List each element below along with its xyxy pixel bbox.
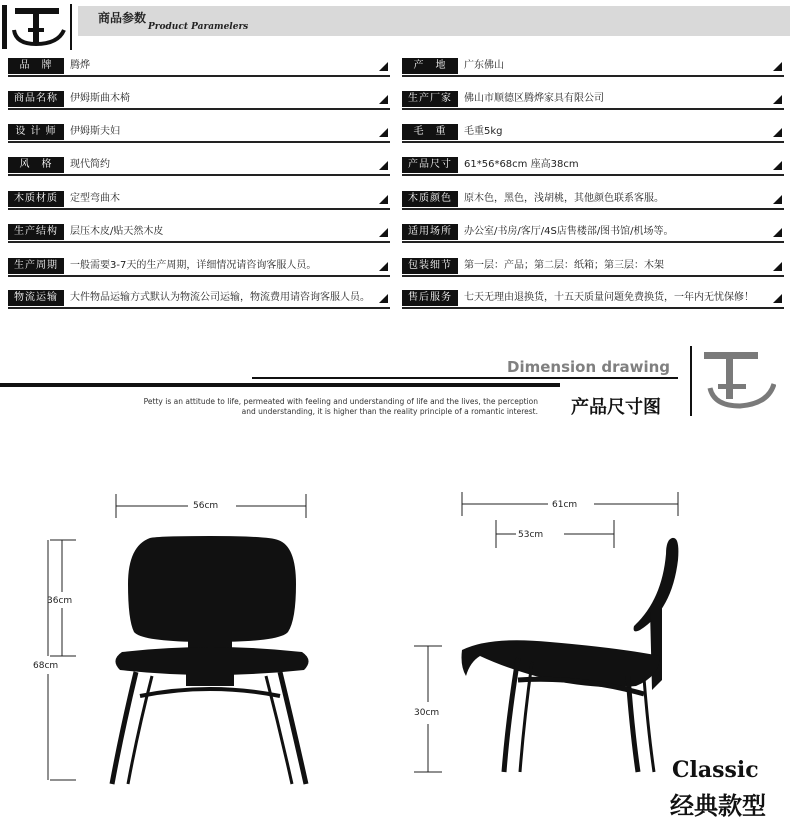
param-label: 生产周期 bbox=[8, 258, 64, 274]
tagline bbox=[130, 397, 538, 417]
corner-arrow-icon bbox=[379, 161, 388, 170]
param-label: 风 格 bbox=[8, 157, 64, 173]
param-row bbox=[402, 124, 784, 144]
banner-line-top bbox=[252, 377, 678, 379]
param-value: 办公室/书房/客厅/4S店售楼部/图书馆/机场等。 bbox=[464, 226, 674, 237]
corner-arrow-icon bbox=[773, 95, 782, 104]
param-value: 现代简约 bbox=[70, 159, 110, 170]
param-value: 伊姆斯曲木椅 bbox=[70, 93, 130, 104]
corner-arrow-icon bbox=[379, 128, 388, 137]
param-row bbox=[8, 124, 390, 144]
header-title-en: Product Paramelers bbox=[148, 22, 249, 32]
param-row bbox=[402, 58, 784, 78]
param-label: 毛 重 bbox=[402, 124, 458, 140]
param-row bbox=[402, 290, 784, 310]
chair-side-view bbox=[400, 480, 690, 790]
param-row bbox=[402, 157, 784, 177]
corner-arrow-icon bbox=[379, 95, 388, 104]
param-value: 层压木皮/贴天然木皮 bbox=[70, 226, 164, 237]
corner-arrow-icon bbox=[773, 62, 782, 71]
dim-seat-depth-label: 53cm bbox=[518, 530, 544, 540]
param-label: 生产结构 bbox=[8, 224, 64, 240]
corner-arrow-icon bbox=[773, 294, 782, 303]
param-label: 品 牌 bbox=[8, 58, 64, 74]
param-value: 定型弯曲木 bbox=[70, 193, 120, 204]
param-row bbox=[8, 157, 390, 177]
param-label: 包装细节 bbox=[402, 258, 458, 274]
param-label: 产 地 bbox=[402, 58, 458, 74]
banner-line-thick bbox=[0, 383, 560, 387]
slogan-cn: 经典款型 bbox=[670, 792, 766, 820]
param-row bbox=[8, 91, 390, 111]
param-row bbox=[8, 290, 390, 310]
param-row bbox=[402, 91, 784, 111]
param-label: 木质颜色 bbox=[402, 191, 458, 207]
corner-arrow-icon bbox=[773, 195, 782, 204]
param-label: 物流运输 bbox=[8, 290, 64, 306]
corner-arrow-icon bbox=[379, 62, 388, 71]
param-row bbox=[8, 58, 390, 78]
param-row bbox=[8, 191, 390, 211]
corner-arrow-icon bbox=[773, 128, 782, 137]
param-label: 商品名称 bbox=[8, 91, 64, 107]
param-value: 第一层：产品；第二层：纸箱；第三层：木架 bbox=[464, 260, 664, 271]
param-row bbox=[402, 191, 784, 211]
slogan-en: Classic bbox=[672, 757, 759, 783]
chair-front-view bbox=[30, 480, 330, 790]
param-value: 伊姆斯夫妇 bbox=[70, 126, 120, 137]
param-row bbox=[8, 258, 390, 278]
dim-seat-height-label: 30cm bbox=[414, 708, 440, 718]
param-value: 原木色，黑色，浅胡桃，其他颜色联系客服。 bbox=[464, 193, 664, 204]
param-label: 木质材质 bbox=[8, 191, 64, 207]
param-row bbox=[402, 258, 784, 278]
header-title-cn: 商品参数 bbox=[98, 11, 147, 25]
param-value: 七天无理由退换货，十五天质量问题免费换货，一年内无忧保修！ bbox=[464, 292, 754, 303]
tagline-line-1: Petty is an attitude to life, permeated with feeling and understanding of life and the lives, the perception bbox=[143, 397, 538, 406]
dimension-title-en: Dimension drawing bbox=[507, 358, 671, 376]
param-label: 生产厂家 bbox=[402, 91, 458, 107]
corner-arrow-icon bbox=[379, 294, 388, 303]
param-label: 设 计 师 bbox=[8, 124, 64, 140]
param-value: 一般需要3-7天的生产周期，详细情况请咨询客服人员。 bbox=[70, 260, 317, 271]
param-row bbox=[402, 224, 784, 244]
dim-depth-label: 61cm bbox=[552, 500, 578, 510]
dim-width-label: 56cm bbox=[193, 501, 219, 511]
param-value: 佛山市顺德区腾烨家具有限公司 bbox=[464, 93, 604, 104]
param-row bbox=[8, 224, 390, 244]
dimension-title-cn: 产品尺寸图 bbox=[571, 397, 661, 418]
dim-total-height-label: 68cm bbox=[33, 661, 59, 671]
header-divider bbox=[70, 4, 72, 50]
corner-arrow-icon bbox=[773, 228, 782, 237]
banner-divider bbox=[690, 346, 692, 416]
param-value: 大件物品运输方式默认为物流公司运输，物流费用请咨询客服人员。 bbox=[70, 292, 370, 303]
corner-arrow-icon bbox=[379, 195, 388, 204]
corner-arrow-icon bbox=[379, 262, 388, 271]
param-label: 适用场所 bbox=[402, 224, 458, 240]
param-label: 售后服务 bbox=[402, 290, 458, 306]
corner-arrow-icon bbox=[773, 161, 782, 170]
param-value: 腾烨 bbox=[70, 60, 90, 71]
tagline-line-2: and understanding, it is higher than the reality principle of a romantic interest. bbox=[241, 407, 538, 416]
corner-arrow-icon bbox=[379, 228, 388, 237]
param-value: 毛重5kg bbox=[464, 126, 503, 137]
corner-arrow-icon bbox=[773, 262, 782, 271]
param-value: 广东佛山 bbox=[464, 60, 504, 71]
dim-back-height-label: 36cm bbox=[47, 596, 73, 606]
brand-logo bbox=[2, 2, 68, 52]
brand-logo-gray bbox=[700, 346, 776, 412]
param-value: 61*56*68cm 座高38cm bbox=[464, 159, 579, 170]
param-label: 产品尺寸 bbox=[402, 157, 458, 173]
